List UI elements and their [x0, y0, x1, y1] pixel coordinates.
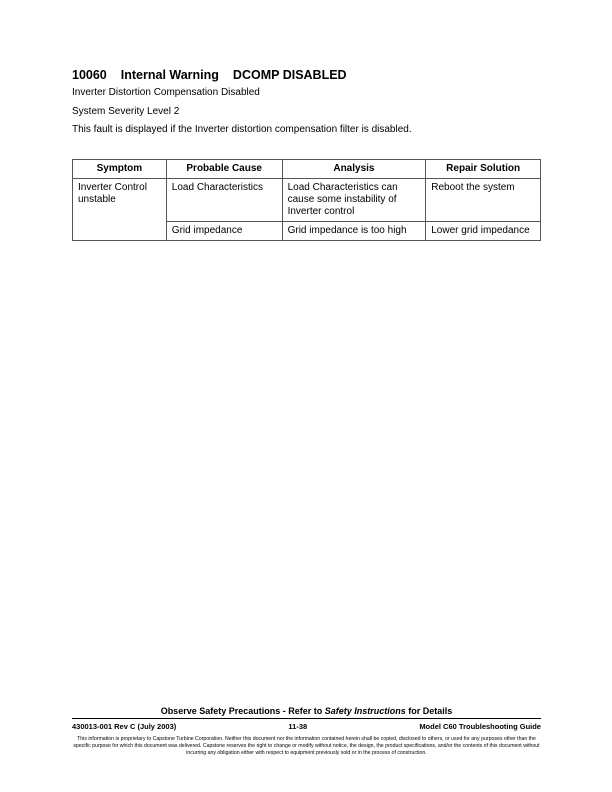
fault-heading: [72, 68, 347, 82]
footer-divider: [72, 718, 541, 719]
solution-cell: Lower grid impedance: [426, 222, 541, 241]
header-analysis: Analysis: [282, 160, 426, 179]
fault-code: 10060: [72, 68, 107, 82]
table-header-row: [73, 160, 541, 179]
fault-category: Internal Warning: [120, 68, 219, 82]
proprietary-disclaimer: This information is proprietary to Capstone Turbine Corporation. Neither this document nor the information contained herein shall be copied, disclosed to others, or used for any purposes other than the specific purpose for which this document was delivered. Capstone reserves the right to change or modify without notice, the design, the product specifications, and/or the contents of this document without incurring any obligation either with respect to equipment previously sold or in the process of construction.: [73, 736, 540, 756]
header-symptom: Symptom: [73, 160, 167, 179]
guide-title: Model C60 Troubleshooting Guide: [419, 722, 541, 731]
fault-description: Inverter Distortion Compensation Disabled: [72, 87, 260, 98]
safety-notice: [72, 706, 541, 716]
safety-notice-link-text: Safety Instructions: [324, 706, 406, 716]
safety-notice-prefix: Observe Safety Precautions - Refer to: [160, 706, 325, 716]
analysis-cell: Load Characteristics can cause some instability of Inverter control: [282, 179, 426, 222]
severity-level: System Severity Level 2: [72, 106, 180, 117]
symptom-cell: Inverter Control unstable: [73, 179, 167, 241]
analysis-cell: Grid impedance is too high: [282, 222, 426, 241]
fault-condition: This fault is displayed if the Inverter distortion compensation filter is disabled.: [72, 124, 412, 135]
header-probable-cause: Probable Cause: [166, 160, 282, 179]
troubleshooting-table: [72, 159, 541, 241]
page-number: 11-38: [288, 722, 308, 731]
document-id: 430013-001 Rev C (July 2003): [72, 722, 177, 731]
solution-cell: Reboot the system: [426, 179, 541, 222]
fault-name: DCOMP DISABLED: [232, 68, 347, 82]
table-row: [73, 179, 541, 222]
cause-cell: Load Characteristics: [166, 179, 282, 222]
cause-cell: Grid impedance: [166, 222, 282, 241]
footer-info: [72, 722, 541, 731]
header-repair-solution: Repair Solution: [426, 160, 541, 179]
safety-notice-suffix: for Details: [405, 706, 453, 716]
